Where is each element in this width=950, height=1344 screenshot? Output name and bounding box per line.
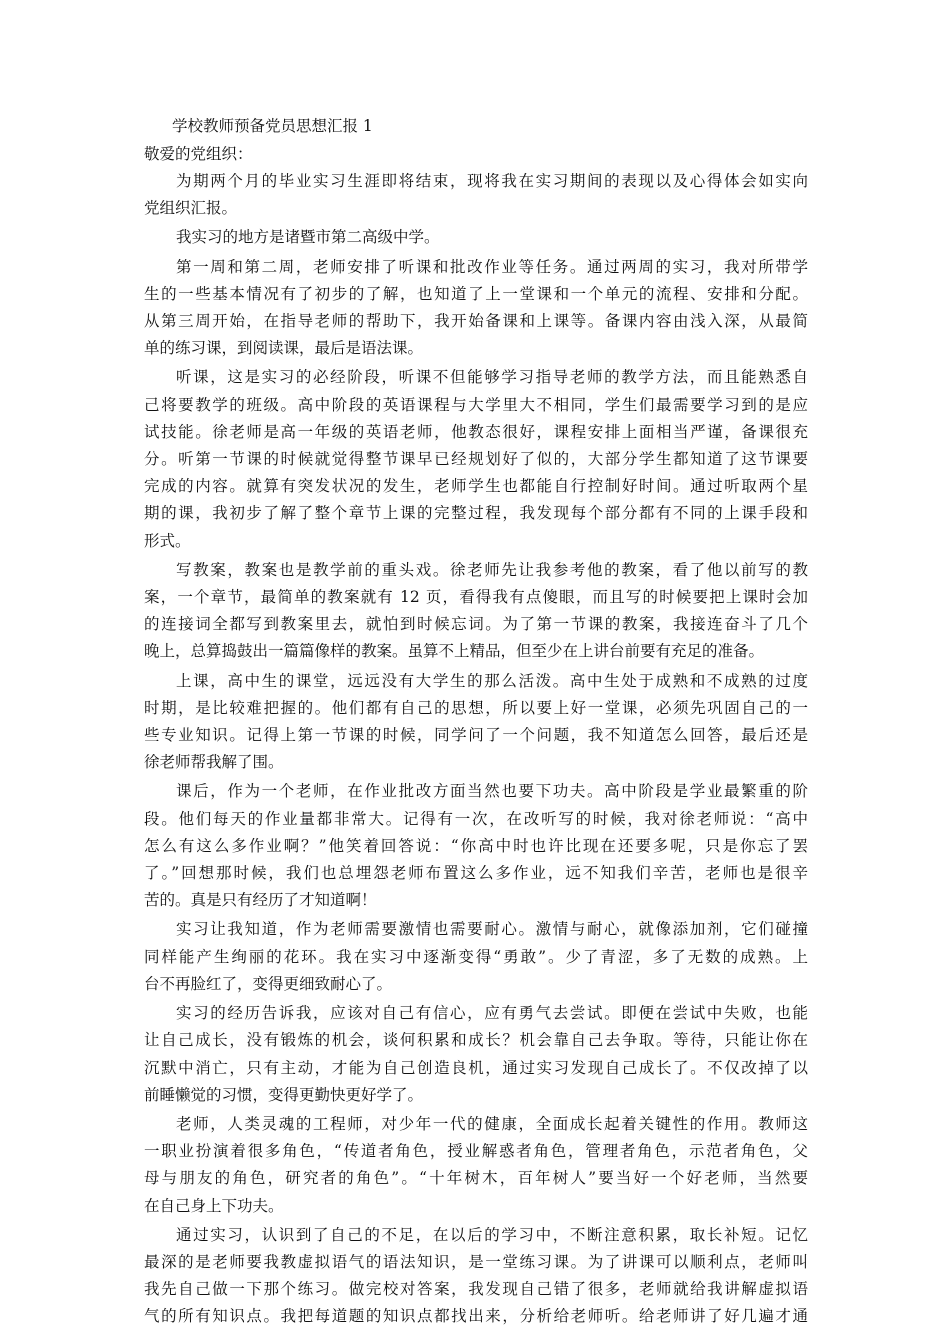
paragraph [144,1222,808,1331]
paragraph-line: 课后，作为一个老师，在作业批改方面当然也要下功夫。高中阶段是学业最繁重的阶 [176,782,808,801]
paragraph [144,364,808,554]
paragraph-line: 实习的经历告诉我，应该对自己有信心，应有勇气去尝试。即便在尝试中失败，也能 [176,1004,808,1023]
paragraph-line: 徐老师帮我解了围。 [144,753,284,772]
paragraph [144,168,808,222]
paragraph-line: 实习让我知道，作为老师需要激情也需要耐心。激情与耐心，就像添加剂，它们碰撞 [176,920,808,939]
paragraph [144,916,808,998]
paragraph-line: 单的练习课，到阅读课，最后是语法课。 [144,339,424,358]
paragraph-line: 分。听第一节课的时候就觉得整节课早已经规划好了似的，大部分学生都知道了这节课要 [144,450,808,469]
paragraph [144,224,808,251]
document-body [144,168,808,1331]
paragraph-line: 期的课，我初步了解了整个章节上课的完整过程，我发现每个部分都有不同的上课手段和 [144,504,808,523]
paragraph-line: 同样能产生绚丽的花环。我在实习中逐渐变得“勇敢”。少了青涩，多了无数的成熟。上 [144,947,808,966]
paragraph-line: 台不再脸红了，变得更细致耐心了。 [144,974,393,993]
paragraph-line: 苦的。真是只有经历了才知道啊！ [144,891,377,910]
document-title: 学校教师预备党员思想汇报 1 [172,117,373,135]
paragraph [144,668,808,777]
paragraph [144,557,808,666]
paragraph-line: 沉默中消亡，只有主动，才能为自己创造良机，通过实习发现自己成长了。不仅改掉了以 [144,1058,808,1077]
paragraph-line: 一职业扮演着很多角色，“传道者角色，授业解惑者角色，管理者角色，示范者角色，父 [144,1142,808,1161]
paragraph-line: 完成的内容。就算有突发状况的发生，老师学生也都能自行控制好时间。通过听取两个星 [144,477,808,496]
paragraph-line: 母与朋友的角色，研究者的角色”。“十年树木，百年树人”要当好一个好老师，当然要 [144,1169,808,1188]
paragraph-line: 最深的是老师要我教虚拟语气的语法知识，是一堂练习课。为了讲课可以顺利点，老师叫 [144,1252,808,1271]
paragraph-line: 案，一个章节，最简单的教案就有 12 页，看得我有点傻眼，而且写的时候要把上课时会加 [144,588,808,607]
document-page [144,112,808,1333]
paragraph-line: 怎么有这么多作业啊？”他笑着回答说：“你高中时也许比现在还要多呢，只是你忘了罢 [144,836,808,855]
paragraph-line: 党组织汇报。 [144,199,238,218]
paragraph [144,778,808,914]
paragraph-line: 从第三周开始，在指导老师的帮助下，我开始备课和上课等。备课内容由浅入深，从最简 [144,312,808,331]
paragraph-line: 听课，这是实习的必经阶段，听课不但能够学习指导老师的教学方法，而且能熟悉自 [176,368,808,387]
paragraph-line: 些专业知识。记得上第一节课的时候，同学问了一个问题，我不知道怎么回答，最后还是 [144,726,808,745]
paragraph-line: 我实习的地方是诸暨市第二高级中学。 [176,228,440,247]
paragraph [144,254,808,363]
paragraph-line: 试技能。徐老师是高一年级的英语老师，他教态很好，课程安排上面相当严谨，备课很充 [144,422,808,441]
paragraph-line: 在自己身上下功夫。 [144,1196,284,1215]
paragraph [144,1111,808,1220]
paragraph-line: 我先自己做一下那个练习。做完校对答案，我发现自己错了很多，老师就给我讲解虚拟语 [144,1280,808,1299]
paragraph-line: 己将要教学的班级。高中阶段的英语课程与大学里大不相同，学生们最需要学习到的是应 [144,395,808,414]
paragraph-line: 第一周和第二周，老师安排了听课和批改作业等任务。通过两周的实习，我对所带学 [176,257,808,276]
paragraph-line: 通过实习，认识到了自己的不足，在以后的学习中，不断注意积累，取长补短。记忆 [176,1225,808,1244]
paragraph-line: 为期两个月的毕业实习生涯即将结束，现将我在实习期间的表现以及心得体会如实向 [176,172,808,190]
paragraph-line: 晚上，总算捣鼓出一篇篇像样的教案。虽算不上精品，但至少在上讲台前要有充足的准备。 [144,642,765,661]
paragraph-line: 时期，是比较难把握的。他们都有自己的思想，所以要上好一堂课，必须先巩固自己的一 [144,698,808,717]
paragraph-line: 形式。 [144,531,191,550]
paragraph-line: 让自己成长，没有锻炼的机会，谈何积累和成长？机会靠自己去争取。等待，只能让你在 [144,1031,808,1050]
salutation: 敬爱的党组织： [144,145,253,163]
paragraph-line: 生的一些基本情况有了初步的了解，也知道了上一堂课和一个单元的流程、安排和分配。 [144,284,808,303]
paragraph-line: 段。他们每天的作业量都非常大。记得有一次，在改听写的时候，我对徐老师说：“高中 [144,809,808,828]
paragraph-line: 前睡懒觉的习惯，变得更勤快更好学了。 [144,1085,424,1104]
paragraph-line: 上课，高中生的课堂，远远没有大学生的那么活泼。高中生处于成熟和不成熟的过度 [176,671,808,690]
paragraph [144,1000,808,1109]
paragraph-line: 气的所有知识点。我把每道题的知识点都找出来，分析给老师听。给老师讲了好几遍才通 [144,1307,808,1326]
paragraph-line: 的连接词全都写到教案里去，就怕到时候忘词。为了第一节课的教案，我接连奋斗了几个 [144,615,808,634]
paragraph-line: 了。”回想那时候，我们也总埋怨老师布置这么多作业，远不知我们辛苦，老师也是很辛 [144,864,808,883]
paragraph-line: 写教案，教案也是教学前的重头戏。徐老师先让我参考他的教案，看了他以前写的教 [176,560,808,579]
paragraph-line: 老师，人类灵魂的工程师，对少年一代的健康，全面成长起着关键性的作用。教师这 [176,1114,808,1133]
